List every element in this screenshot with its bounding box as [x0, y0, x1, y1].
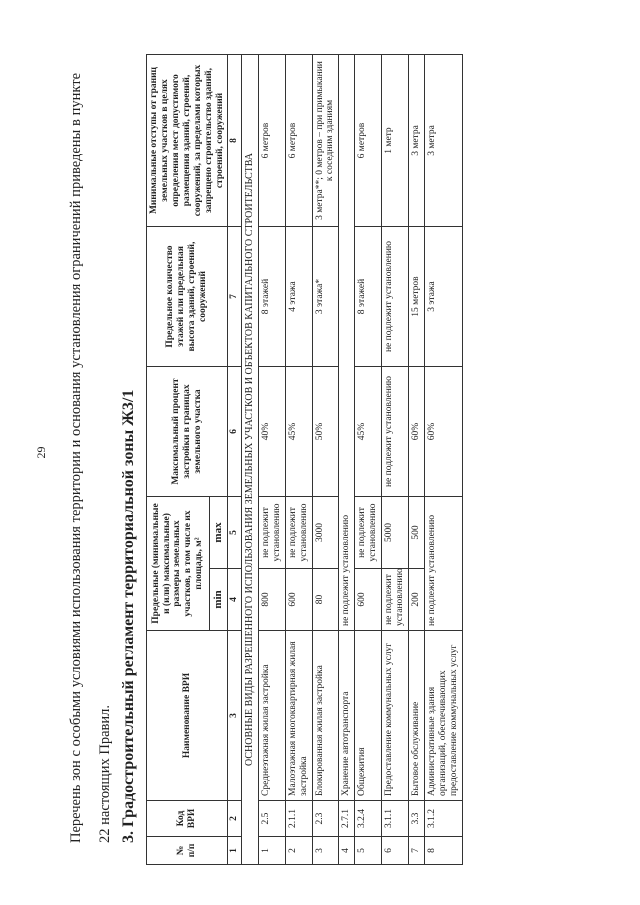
cell-name: Общежития	[355, 631, 382, 801]
cell-num: 2	[285, 837, 312, 865]
header-name: Наименование ВРИ	[147, 631, 228, 801]
header-row	[147, 55, 210, 865]
cell-percent: 45%	[285, 367, 312, 497]
cell-name: Предоставление коммунальных услуг	[382, 631, 409, 801]
table-row	[285, 55, 312, 865]
cell-name: Бытовое обслуживание	[409, 631, 425, 801]
column-number-row	[228, 55, 242, 865]
cell-max: не подлежит установлению	[258, 497, 285, 569]
cell-min: 800	[258, 569, 285, 631]
header-setbacks: Минимальные отступы от границ земельных участков в целях определения мест допустимого размещения зданий, строений, сооружений, за пределами которых запрещено строительство зданий, строений, сооружений	[147, 55, 228, 227]
cell-num: 6	[382, 837, 409, 865]
table-row	[382, 55, 409, 865]
cell-percent: 40%	[258, 367, 285, 497]
cell-code: 2.3	[312, 801, 339, 837]
column-number: 8	[228, 55, 242, 227]
header-percent: Максимальный процент застройки в границах земельного участка	[147, 367, 228, 497]
cell-setback: 6 метров	[258, 55, 285, 227]
column-number: 3	[228, 631, 242, 801]
column-number: 1	[228, 837, 242, 865]
cell-percent: 45%	[355, 367, 382, 497]
cell-min: 200	[409, 569, 425, 631]
cell-max: не подлежит установлению	[355, 497, 382, 569]
cell-setback: 6 метров	[355, 55, 382, 227]
column-number: 6	[228, 367, 242, 497]
cell-floors: 3 этажа*	[312, 227, 339, 367]
cell-num: 1	[258, 837, 285, 865]
column-number: 5	[228, 497, 242, 569]
header-max: max	[209, 497, 228, 569]
cell-name: Блокированная жилая застройка	[312, 631, 339, 801]
cell-name: Среднеэтажная жилая застройка	[258, 631, 285, 801]
cell-num: 4	[339, 837, 355, 865]
cell-num: 8	[424, 837, 462, 865]
cell-merged: не подлежит установлению	[339, 55, 355, 631]
column-number: 2	[228, 801, 242, 837]
cell-num: 5	[355, 837, 382, 865]
column-number: 7	[228, 227, 242, 367]
cell-name: Малоэтажная многоквартирная жилая застройка	[285, 631, 312, 801]
cell-max: 5000	[382, 497, 409, 569]
header-min: min	[209, 569, 228, 631]
cell-min: 600	[355, 569, 382, 631]
cell-min: не подлежит установлению	[382, 569, 409, 631]
page-number: 29	[34, 446, 48, 459]
header-sizes: Предельные (минимальные и (или) максимальные) размеры земельных участков, в том числе их площадь, м²	[147, 497, 210, 631]
cell-setback: 6 метров	[285, 55, 312, 227]
cell-code: 2.7.1	[339, 801, 355, 837]
column-number: 4	[228, 569, 242, 631]
table-row	[339, 55, 355, 865]
cell-floors: 15 метров	[409, 227, 425, 367]
cell-min: 80	[312, 569, 339, 631]
cell-floors: 8 этажей	[355, 227, 382, 367]
group-row	[242, 55, 259, 865]
cell-merged-sizes: не подлежит установлению	[424, 497, 462, 631]
regulation-table	[146, 54, 463, 865]
cell-setback: 3 метра	[424, 55, 462, 227]
cell-percent: 50%	[312, 367, 339, 497]
cell-setback: 1 метр	[382, 55, 409, 227]
table-row	[424, 55, 462, 865]
cell-setback: 3 метра	[409, 55, 425, 227]
cell-floors: 8 этажей	[258, 227, 285, 367]
table-row	[355, 55, 382, 865]
cell-percent: не подлежит установлению	[382, 367, 409, 497]
table-row	[312, 55, 339, 865]
header-code: Код ВРИ	[147, 801, 228, 837]
cell-num: 7	[409, 837, 425, 865]
header-floors: Предельное количество этажей или предельная высота зданий, строений, сооружений	[147, 227, 228, 367]
cell-floors: 4 этажа	[285, 227, 312, 367]
group-title: ОСНОВНЫЕ ВИДЫ РАЗРЕШЕННОГО ИСПОЛЬЗОВАНИЯ ЗЕМЕЛЬНЫХ УЧАСТКОВ И ОБЪЕКТОВ КАПИТАЛЬНОГО СТРОИТЕЛЬСТВА	[242, 55, 259, 865]
intro-paragraph	[62, 73, 120, 843]
table-row	[258, 55, 285, 865]
cell-name: Административные здания организаций, обеспечивающих предоставление коммунальных услуг	[424, 631, 462, 801]
intro-text: Перечень зон с особыми условиями использования территории и основания установления ограничений приведены в пункте 22 настоящих Правил.	[68, 73, 113, 843]
section-title: 3. Градостроительный регламент территориальной зоны Ж3/1	[120, 389, 137, 843]
cell-num: 3	[312, 837, 339, 865]
header-num: № п/п	[147, 837, 228, 865]
cell-code: 2.1.1	[285, 801, 312, 837]
cell-code: 3.1.1	[382, 801, 409, 837]
cell-max: не подлежит установлению	[285, 497, 312, 569]
cell-max: 3000	[312, 497, 339, 569]
cell-floors: не подлежит установлению	[382, 227, 409, 367]
cell-percent: 60%	[409, 367, 425, 497]
cell-floors: 3 этажа	[424, 227, 462, 367]
cell-code: 3.1.2	[424, 801, 462, 837]
cell-setback: 3 метра**; 0 метров – при примыкании к соседним зданиям	[312, 55, 339, 227]
cell-code: 2.5	[258, 801, 285, 837]
table-row	[409, 55, 425, 865]
cell-code: 3.3	[409, 801, 425, 837]
cell-max: 500	[409, 497, 425, 569]
cell-min: 600	[285, 569, 312, 631]
cell-percent: 60%	[424, 367, 462, 497]
cell-code: 3.2.4	[355, 801, 382, 837]
cell-name: Хранение автотранспорта	[339, 631, 355, 801]
